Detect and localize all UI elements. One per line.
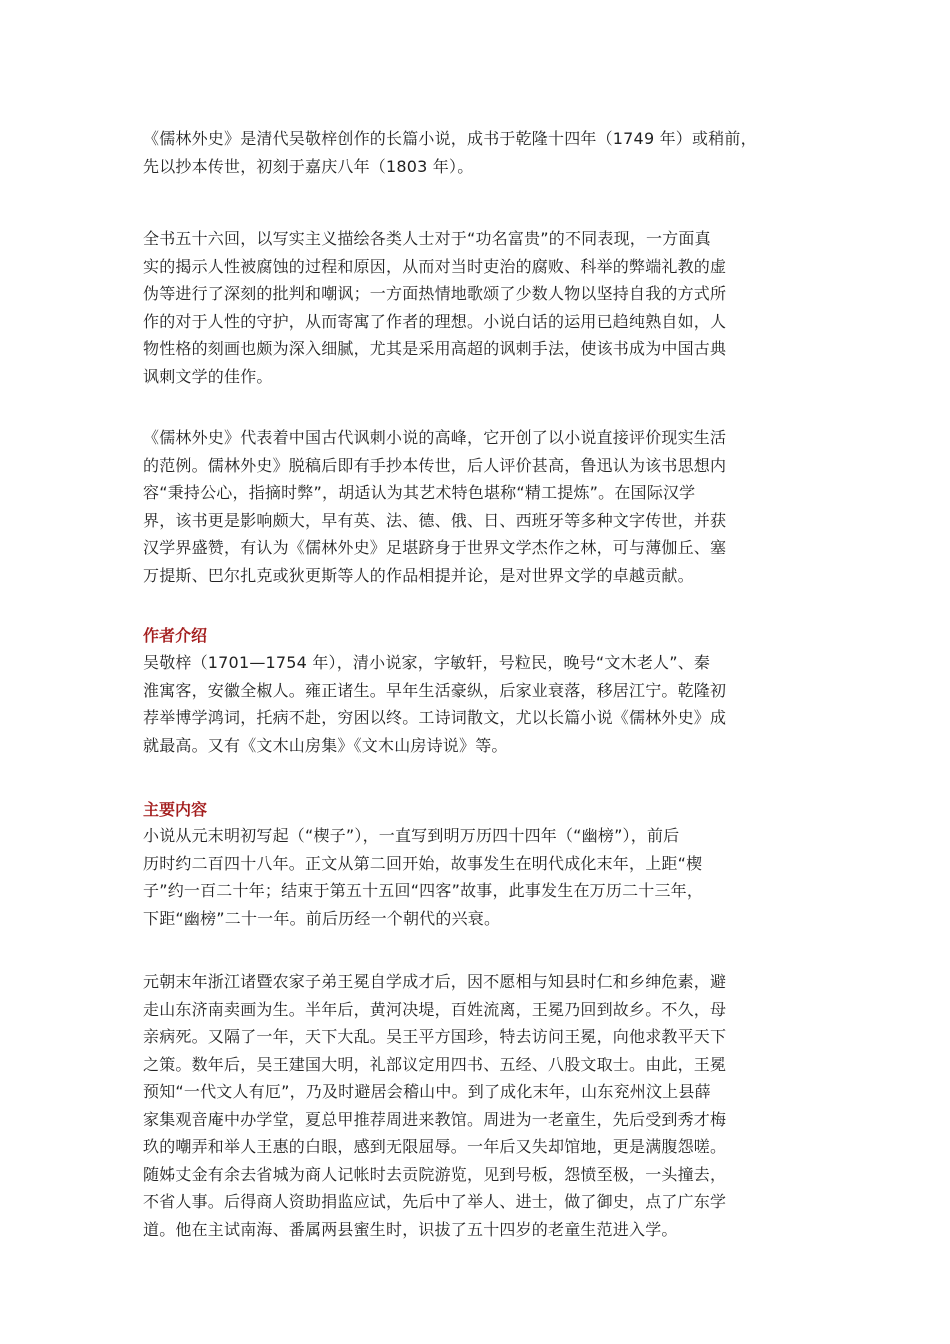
summary-paragraph bbox=[143, 225, 808, 390]
text-line: 讽刺文学的佳作。 bbox=[143, 366, 273, 386]
text-line: 随姊丈金有余去省城为商人记帐时去贡院游览，见到号板，怨愤至极，一头撞去， bbox=[143, 1164, 727, 1184]
text-line: 预知“一代文人有厄”，乃及时避居会稽山中。到了成化末年，山东兖州汶上县薛 bbox=[143, 1082, 711, 1101]
intro-paragraph bbox=[143, 125, 808, 180]
content-heading: 主要内容 bbox=[143, 800, 208, 819]
text-line: 物性格的刻画也颇为深入细腻，尤其是采用高超的讽刺手法，使该书成为中国古典 bbox=[143, 339, 727, 358]
text-line: 荐举博学鸿词，托病不赴，穷困以终。工诗词散文，尤以长篇小说《儒林外史》成 bbox=[143, 708, 727, 727]
text-line: 《儒林外史》代表着中国古代讽刺小说的高峰，它开创了以小说直接评价现实生活 bbox=[143, 428, 727, 447]
author-paragraph bbox=[143, 649, 808, 759]
text-line: 之策。数年后，吴王建国大明，礼部议定用四书、五经、八股文取士。由此，王冕 bbox=[143, 1054, 727, 1074]
text-line: 伪等进行了深刻的批判和嘲讽；一方面热情地歌颂了少数人物以坚持自我的方式所 bbox=[143, 284, 727, 303]
text-line: 小说从元末明初写起（“楔子”），一直写到明万历四十四年（“幽榜”），前后 bbox=[143, 826, 680, 845]
text-line: 元朝末年浙江诸暨农家子弟王冕自学成才后，因不愿相与知县时仁和乡绅危素，避 bbox=[143, 972, 727, 991]
plot-paragraph bbox=[143, 968, 808, 1243]
text-line: 的范例。儒林外史》脱稿后即有手抄本传世，后人评价甚高，鲁迅认为该书思想内 bbox=[143, 455, 727, 475]
text-line: 先以抄本传世，初刻于嘉庆八年（1803 年）。 bbox=[143, 156, 474, 176]
text-line: 《儒林外史》是清代吴敬梓创作的长篇小说，成书于乾隆十四年（1749 年）或稍前， bbox=[143, 129, 757, 148]
text-line: 万提斯、巴尔扎克或狄更斯等人的作品相提并论，是对世界文学的卓越贡献。 bbox=[143, 565, 694, 585]
author-heading: 作者介绍 bbox=[143, 626, 208, 645]
text-line: 亲病死。又隔了一年，天下大乱。吴王平方国珍，特去访问王冕，向他求教平天下 bbox=[143, 1027, 727, 1046]
text-line: 实的揭示人性被腐蚀的过程和原因，从而对当时吏治的腐败、科举的弊端礼教的虚 bbox=[143, 256, 727, 276]
text-line: 就最高。又有《文木山房集》《文木山房诗说》等。 bbox=[143, 735, 508, 755]
content-paragraph bbox=[143, 822, 808, 932]
text-line: 历时约二百四十八年。正文从第二回开始，故事发生在明代成化末年，上距“楔 bbox=[143, 853, 703, 873]
text-line: 汉学界盛赞，有认为《儒林外史》足堪跻身于世界文学杰作之林，可与薄伽丘、塞 bbox=[143, 538, 727, 557]
text-line: 道。他在主试南海、番属两县蜜生时，识拔了五十四岁的老童生范进入学。 bbox=[143, 1219, 678, 1239]
text-line: 玖的嘲弄和举人王惠的白眼，感到无限屈辱。一年后又失却馆地，更是满腹怨嗟。 bbox=[143, 1137, 727, 1156]
text-line: 全书五十六回，以写实主义描绘各类人士对于“功名富贵”的不同表现，一方面真 bbox=[143, 229, 711, 248]
text-line: 界，该书更是影响颇大，早有英、法、德、俄、日、西班牙等多种文字传世，并获 bbox=[143, 510, 727, 530]
significance-paragraph bbox=[143, 424, 808, 589]
text-line: 容“秉持公心，指摘时弊”，胡适认为其艺术特色堪称“精工提炼”。在国际汉学 bbox=[143, 483, 696, 502]
text-line: 下距“幽榜”二十一年。前后历经一个朝代的兴衰。 bbox=[143, 908, 501, 928]
text-line: 家集观音庵中办学堂，夏总甲推荐周进来教馆。周进为一老童生，先后受到秀才梅 bbox=[143, 1109, 727, 1129]
text-line: 走山东济南卖画为生。半年后，黄河决堤，百姓流离，王冕乃回到故乡。不久，母 bbox=[143, 999, 727, 1019]
text-line: 不省人事。后得商人资助捐监应试，先后中了举人、进士，做了御史，点了广东学 bbox=[143, 1192, 727, 1211]
text-line: 吴敬梓（1701—1754 年），清小说家，字敏轩，号粒民，晚号“文木老人”、秦 bbox=[143, 653, 711, 672]
text-line: 子”约一百二十年；结束于第五十五回“四客”故事，此事发生在万历二十三年， bbox=[143, 881, 704, 900]
text-line: 淮寓客，安徽全椒人。雍正诸生。早年生活豪纵，后家业衰落，移居江宁。乾隆初 bbox=[143, 680, 727, 700]
text-line: 作的对于人性的守护，从而寄寓了作者的理想。小说白话的运用已趋纯熟自如，人 bbox=[143, 311, 727, 331]
